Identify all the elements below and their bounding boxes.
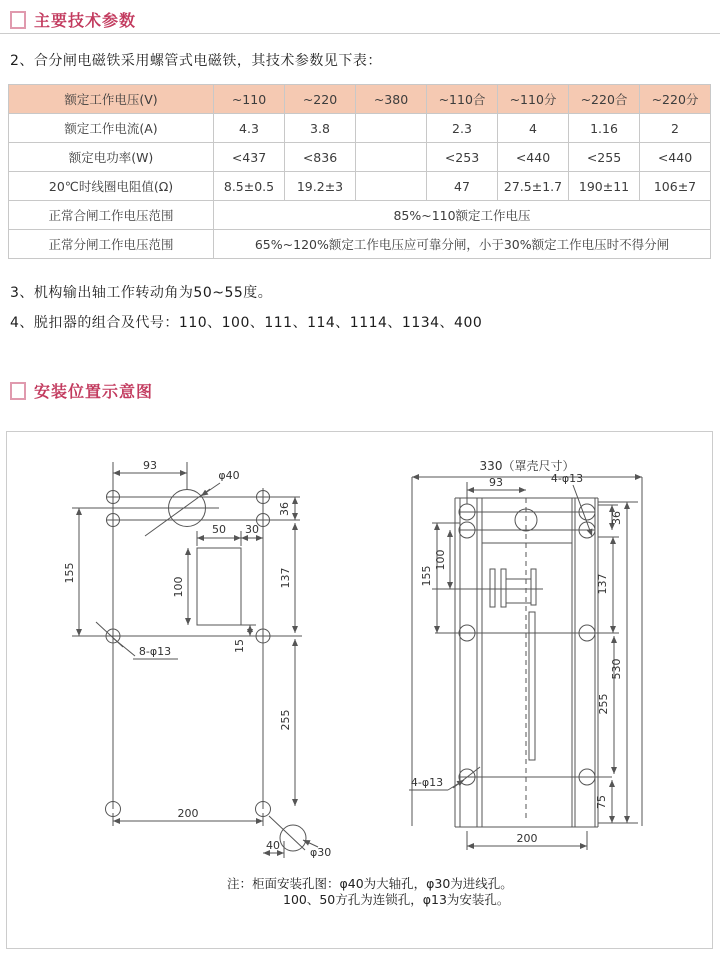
table-cell: 106±7 bbox=[640, 172, 711, 201]
table-cell: 1.16 bbox=[569, 114, 640, 143]
dim-label-30: 30 bbox=[245, 523, 259, 536]
table-row bbox=[9, 143, 711, 172]
square-bullet-icon bbox=[10, 382, 26, 400]
table-cell: <440 bbox=[498, 143, 569, 172]
table-header-cell: ~110合 bbox=[427, 85, 498, 114]
dim-label-36: 36 bbox=[610, 511, 623, 525]
table-header-cell: ~110分 bbox=[498, 85, 569, 114]
dim-label-4phi13-top: 4-φ13 bbox=[550, 472, 584, 485]
table-cell-span: 85%~110额定工作电压 bbox=[214, 201, 711, 230]
params-table bbox=[8, 84, 711, 259]
table-cell: 2.3 bbox=[427, 114, 498, 143]
table-header-cell: ~380 bbox=[356, 85, 427, 114]
table-row-label: 额定电功率(W) bbox=[9, 143, 214, 172]
dim-label-155: 155 bbox=[63, 562, 76, 584]
table-row bbox=[9, 114, 711, 143]
diagram-notes bbox=[227, 876, 513, 907]
table-cell: <255 bbox=[569, 143, 640, 172]
left-drawing bbox=[72, 462, 318, 858]
table-cell-span: 65%~120%额定工作电压应可靠分闸，小于30%额定工作电压时不得分闸 bbox=[214, 230, 711, 259]
dim-label-100: 100 bbox=[434, 549, 447, 571]
dim-label-93: 93 bbox=[489, 476, 503, 489]
table-header-cell: ~220 bbox=[285, 85, 356, 114]
table-cell bbox=[356, 114, 427, 143]
dim-label-8phi13: 8-φ13 bbox=[138, 645, 172, 658]
left-drawing-labels bbox=[63, 459, 331, 859]
table-cell: 4.3 bbox=[214, 114, 285, 143]
params-table-body bbox=[9, 114, 711, 259]
diagram-note-line1: 注：柜面安装孔图：φ40为大轴孔，φ30为进线孔。 bbox=[227, 876, 513, 891]
dim-label-330-cover: 330（罩壳尺寸） bbox=[479, 459, 575, 473]
dim-label-4phi13-bottom: 4-φ13 bbox=[410, 776, 444, 789]
table-row bbox=[9, 230, 711, 259]
dim-label-255: 255 bbox=[597, 693, 610, 715]
table-cell bbox=[356, 143, 427, 172]
table-header-row bbox=[9, 85, 711, 114]
table-header-cell: 额定工作电压(V) bbox=[9, 85, 214, 114]
dim-label-40: 40 bbox=[266, 839, 280, 852]
dim-label-200: 200 bbox=[177, 807, 199, 820]
dim-label-phi30: φ30 bbox=[310, 846, 332, 859]
table-row bbox=[9, 172, 711, 201]
section-title-main-params bbox=[10, 8, 136, 31]
dim-label-155: 155 bbox=[420, 565, 433, 587]
dim-label-75: 75 bbox=[595, 795, 608, 809]
table-header-cell: ~220合 bbox=[569, 85, 640, 114]
right-drawing-labels bbox=[411, 458, 623, 845]
table-cell: 47 bbox=[427, 172, 498, 201]
section-title-installation bbox=[10, 379, 153, 402]
table-cell bbox=[356, 172, 427, 201]
dim-label-530: 530 bbox=[610, 658, 623, 680]
installation-diagram-box bbox=[6, 431, 713, 949]
table-header-cell: ~220分 bbox=[640, 85, 711, 114]
table-cell: 27.5±1.7 bbox=[498, 172, 569, 201]
table-cell: 8.5±0.5 bbox=[214, 172, 285, 201]
table-cell: <440 bbox=[640, 143, 711, 172]
dim-label-137: 137 bbox=[279, 567, 292, 589]
note-release-codes: 4、脱扣器的组合及代号：110、100、111、114、1114、1134、400 bbox=[10, 315, 483, 331]
table-row-label: 正常分闸工作电压范围 bbox=[9, 230, 214, 259]
dim-label-100: 100 bbox=[172, 576, 185, 598]
table-cell: <253 bbox=[427, 143, 498, 172]
table-row-label: 20℃时线圈电阻值(Ω) bbox=[9, 172, 214, 201]
table-row-label: 正常合闸工作电压范围 bbox=[9, 201, 214, 230]
dim-label-200: 200 bbox=[516, 832, 538, 845]
dim-label-137: 137 bbox=[596, 573, 609, 595]
right-drawing bbox=[409, 477, 642, 850]
table-row bbox=[9, 201, 711, 230]
note-rotation-angle: 3、机构输出轴工作转动角为50~55度。 bbox=[10, 285, 273, 301]
table-cell: 190±11 bbox=[569, 172, 640, 201]
installation-diagram-svg bbox=[7, 432, 712, 948]
square-bullet-icon bbox=[10, 11, 26, 29]
table-cell: 2 bbox=[640, 114, 711, 143]
dim-label-phi40: φ40 bbox=[218, 469, 240, 482]
diagram-note-line2: 100、50方孔为连锁孔，φ13为安装孔。 bbox=[283, 892, 510, 907]
dim-label-50: 50 bbox=[212, 523, 226, 536]
table-cell: 4 bbox=[498, 114, 569, 143]
table-cell: <437 bbox=[214, 143, 285, 172]
intro-text: 2、合分闸电磁铁采用螺管式电磁铁，其技术参数见下表： bbox=[10, 53, 382, 69]
table-row-label: 额定工作电流(A) bbox=[9, 114, 214, 143]
dim-label-255: 255 bbox=[279, 709, 292, 731]
table-cell: <836 bbox=[285, 143, 356, 172]
table-header-cell: ~110 bbox=[214, 85, 285, 114]
table-cell: 3.8 bbox=[285, 114, 356, 143]
dim-label-36: 36 bbox=[278, 502, 291, 516]
section-title-text: 安装位置示意图 bbox=[34, 382, 154, 401]
table-cell: 19.2±3 bbox=[285, 172, 356, 201]
section-title-text: 主要技术参数 bbox=[34, 11, 137, 30]
section-divider bbox=[0, 33, 720, 34]
dim-label-15: 15 bbox=[233, 639, 246, 653]
dim-label-93: 93 bbox=[143, 459, 157, 472]
params-table-head bbox=[9, 85, 711, 114]
